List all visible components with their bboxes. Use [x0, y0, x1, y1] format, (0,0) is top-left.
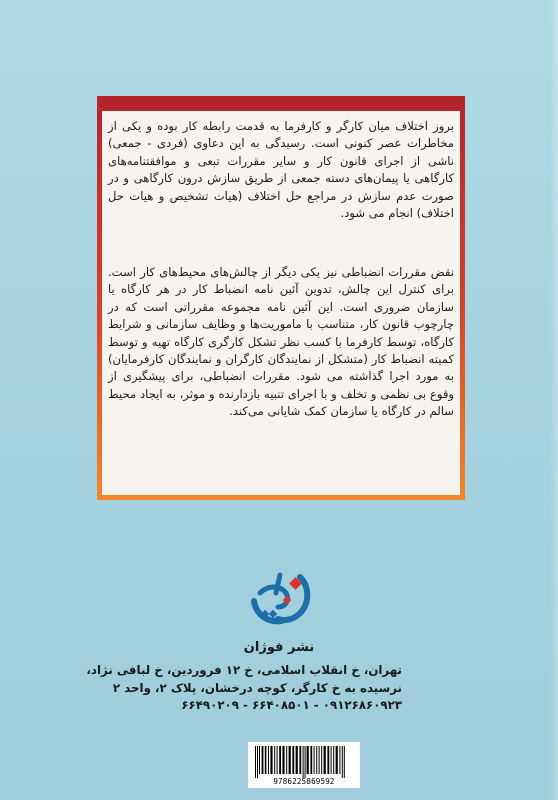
barcode-bar — [336, 746, 338, 774]
barcode-bar — [319, 746, 320, 774]
phone-numbers: ۰۹۱۲۶۸۶۰۹۲۳ - ۶۶۴۰۸۵۰۱ - ۶۶۴۹۰۲۰۹ — [181, 698, 402, 712]
barcode-bar — [270, 746, 272, 774]
blurb-paragraph-2: نقض مقررات انضباطی نیز یکی دیگر از چالش‌های محیط‌های کار است. برای کنترل این چالش، تدوین آئین نامه انضباط کار در هر کارگاه یا سازمان ضروری است. این آئین نامه مجموعه مقرراتی است که در چارچوب قانون کار، متناسب با ماموریت‌ها و وظایف سازمانی و شرایط کارگاه، توسط کارفرما با کسب نظر تشکل کارگری کارگاه تهیه و توسط کمیته انضباط کار (متشکل از نمایندگان کارگران و نمایندگان کارفرمایان) به مورد اجرا گذاشته می شود. مقررات انضباطی، برای پیشگیری از وقوع بی نظمی و تخلف و با اجرای تنبیه بازدارنده و موثر، به ایجاد محیط سالم در کارگاه یا سازمان کمک شایانی می‌کند. — [108, 265, 454, 419]
address-line-1: تهران، خ انقلاب اسلامی، خ ۱۲ فروردین، خ لبافی نژاد، — [86, 663, 402, 677]
barcode-bar — [321, 746, 322, 774]
barcode-bar — [268, 746, 269, 774]
fozhan-publisher-logo-icon — [240, 571, 318, 635]
barcode-bar — [259, 746, 260, 774]
barcode-bar — [289, 746, 291, 774]
page-edge — [550, 0, 558, 800]
address-line-2: نرسیده به خ کارگر، کوچه درخشان، پلاک ۲، واحد ۲ — [112, 680, 402, 695]
barcode-bar — [331, 746, 332, 774]
barcode-bar — [307, 746, 309, 774]
barcode-bar — [299, 746, 301, 774]
barcode-bar — [324, 746, 326, 774]
publisher-address — [86, 662, 402, 715]
barcode-bar — [310, 746, 312, 774]
barcode-bar — [305, 746, 306, 778]
barcode-icon — [254, 746, 354, 778]
barcode-bar — [333, 746, 334, 774]
barcode-bar — [316, 746, 317, 774]
barcode-bar — [344, 746, 345, 778]
barcode-bar — [265, 746, 267, 774]
barcode-bar — [296, 746, 298, 774]
barcode-bar — [274, 746, 275, 774]
barcode-bar — [262, 746, 264, 774]
publisher-logo — [240, 571, 318, 635]
isbn-number: 9786225869592 — [273, 777, 335, 786]
barcode-bar — [286, 746, 287, 774]
barcode-bar — [277, 746, 278, 774]
barcode-bar — [342, 746, 343, 778]
barcode-bar — [292, 746, 294, 774]
barcode-bar — [314, 746, 315, 774]
publisher-name: نشر فوژان — [243, 640, 315, 655]
barcode-bar — [339, 746, 340, 774]
barcode-bar — [327, 746, 329, 774]
isbn-barcode — [248, 742, 360, 788]
barcode-bar — [282, 746, 284, 774]
barcode-bar — [257, 746, 258, 778]
barcode-bar — [303, 746, 304, 778]
barcode-bar — [255, 746, 256, 778]
barcode-bar — [279, 746, 281, 774]
blurb-paragraph-1: بروز اختلاف میان کارگر و کارفرما به قدمت رابطه کار بوده و یکی از مخاطرات عصر کنونی است. رسیدگی به این دعاوی (فردی - جمعی) ناشی از اجرای قانون کار و سایر مقررات تبعی و موافقتنامه‌های کارگاهی یا پیمان‌های دسته جمعی از طریق سازش درون کارگاهی و در صورت عدم سازش در مراجع حل اختلاف (هیات تشخیص و هیات حل اختلاف) انجام می شود. — [108, 119, 454, 221]
